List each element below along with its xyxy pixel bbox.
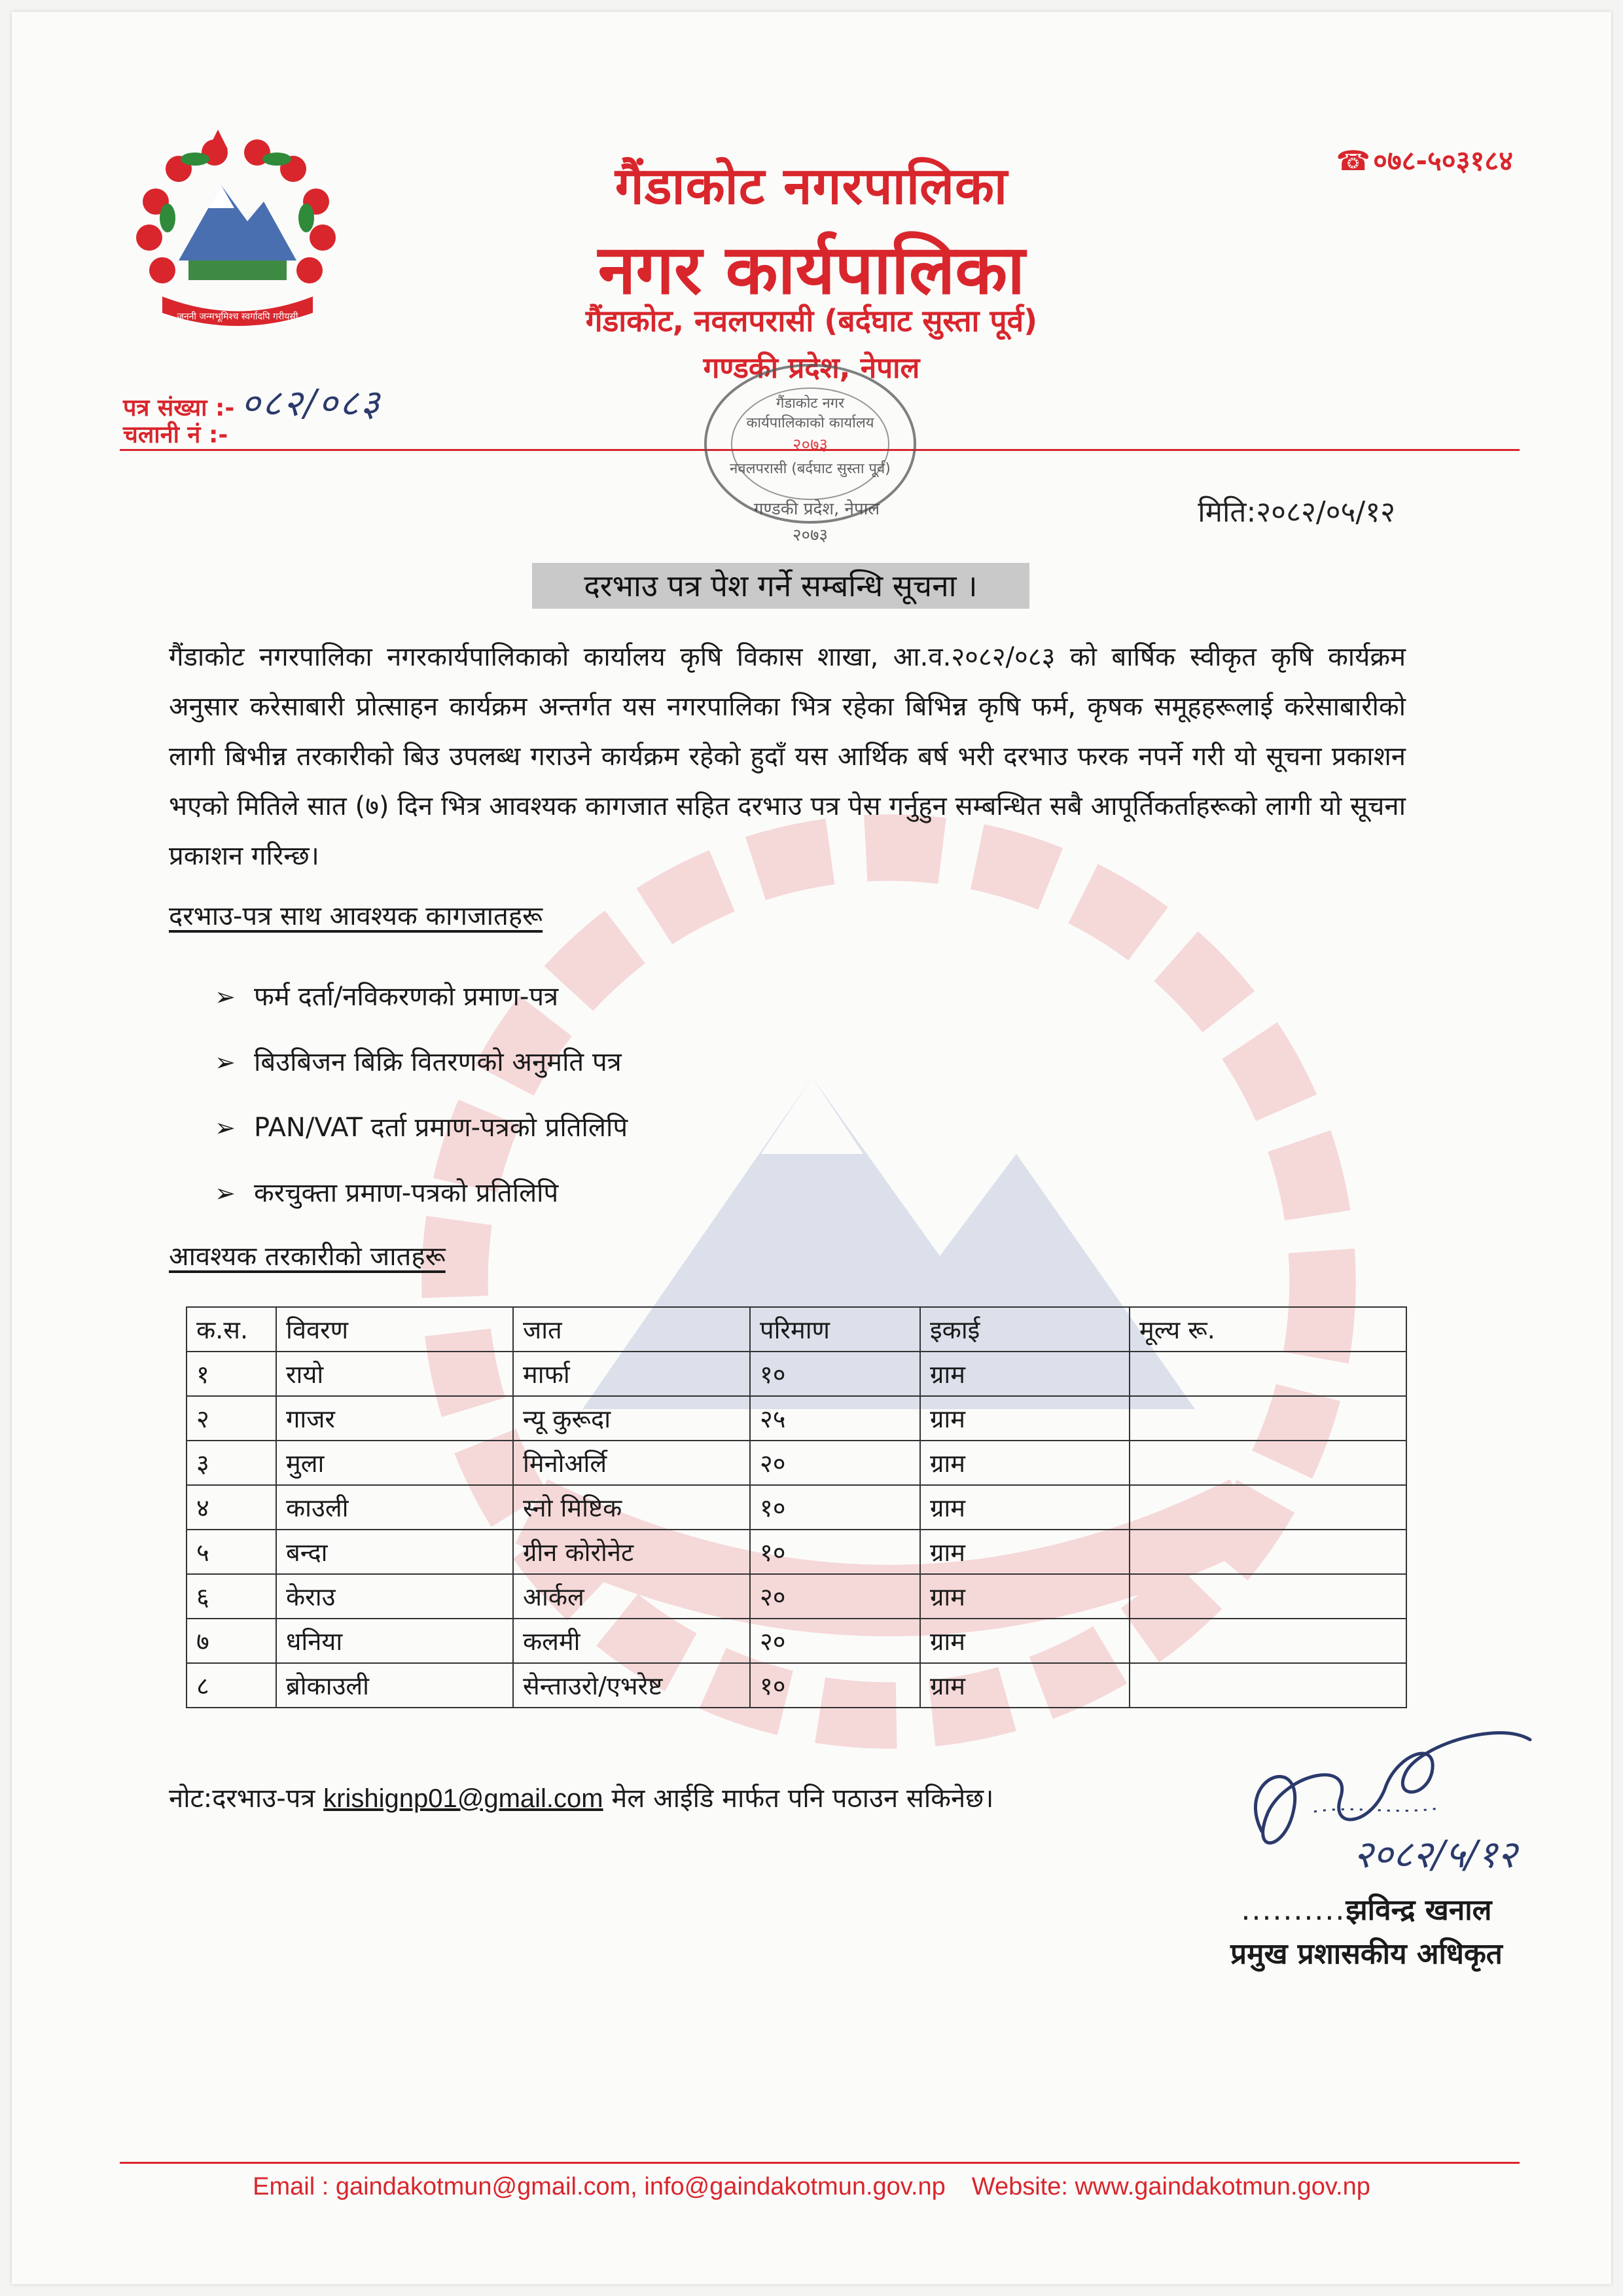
table-cell: ८ <box>187 1663 276 1708</box>
table-cell: ४ <box>187 1485 276 1530</box>
office-stamp <box>666 346 954 548</box>
column-header: क.स. <box>187 1307 276 1352</box>
address-line-1: गैंडाकोट, नवलपरासी (बर्दघाट सुस्ता पूर्व) <box>585 303 1038 338</box>
footer-email[interactable]: Email : gaindakotmun@gmail.com, info@gaindakotmun.gov.np <box>253 2173 946 2200</box>
table-cell: ग्राम <box>920 1396 1130 1441</box>
logo-motto: जननी जन्मभूमिश्च स्वर्गादपि गरीयसी <box>177 312 298 322</box>
stamp-line: गण्डकी प्रदेश, नेपाल <box>753 499 880 519</box>
table-cell: ग्राम <box>920 1441 1130 1485</box>
notice-body: गैंडाकोट नगरपालिका नगरकार्यपालिकाको कार्यालय कृषि विकास शाखा, आ.व.२०८२/०८३ को बार्षिक स्वीकृत कृषि कार्यक्रम अनुसार करेसाबारी प्रोत्साहन कार्यक्रम अन्तर्गत यस नगरपालिका भित्र रहेका बिभिन्न कृषि फर्म, कृषक समूहहरूलाई करेसाबारीको लागी बिभीन्न तरकारीको बिउ उपलब्ध गराउने कार्यक्रम रहेको हुदाँ यस आर्थिक बर्ष भरी दरभाउ फरक नपर्ने गरी यो सूचना प्रकाशन भएको मितिले सात (७) दिन भित्र आवश्यक कागजात सहित दरभाउ पत्र पेस गर्नुहुन सम्बन्धित सबै आपूर्तिकर्ताहरूको लागी यो सूचना प्रकाशन गरिन्छ। <box>169 642 1406 871</box>
signatory-title: प्रमुख प्रशासकीय अधिकृत <box>1230 1937 1503 1971</box>
municipality-name: गैंडाकोट नगरपालिका <box>615 157 1008 216</box>
table-cell: २० <box>750 1619 920 1663</box>
table-cell: स्नो मिष्टिक <box>513 1485 750 1530</box>
table-cell: ग्राम <box>920 1352 1130 1396</box>
stamp-line: २०७३ <box>792 435 829 455</box>
table-cell: २० <box>750 1441 920 1485</box>
table-cell: १० <box>750 1663 920 1708</box>
footer-website[interactable]: Website: www.gaindakotmun.gov.np <box>971 2173 1370 2200</box>
table-cell: सेन्ताउरो/एभरेष्ट <box>513 1663 750 1708</box>
table-cell: २ <box>187 1396 276 1441</box>
letter-date: मिति:२०८२/०५/१२ <box>1198 495 1395 529</box>
address-line-2: गण्डकी प्रदेश, नेपाल <box>703 351 920 385</box>
signatory-name: ..........झविन्द्र खनाल <box>1241 1893 1492 1927</box>
table-cell: आर्कल <box>513 1574 750 1619</box>
list-item: ➢ बिउबिजन बिक्रि वितरणको अनुमति पत्र <box>215 1030 628 1095</box>
notice-subject: दरभाउ पत्र पेश गर्ने सम्बन्धि सूचना । <box>532 563 1029 609</box>
email-note: नोट:दरभाउ-पत्र krishignp01@gmail.com मेल आईडि मार्फत पनि पठाउन सकिनेछ। <box>169 1784 994 1814</box>
stamp-line: कार्यपालिकाको कार्यालय <box>746 415 874 431</box>
arrow-bullet-icon: ➢ <box>215 1048 236 1077</box>
table-cell: ग्राम <box>920 1574 1130 1619</box>
handwritten-signature <box>1222 1700 1576 1890</box>
table-cell: धनिया <box>276 1619 513 1663</box>
telephone-icon: ☎ <box>1336 145 1370 177</box>
table-row <box>187 1352 1406 1396</box>
table-cell <box>1130 1396 1406 1441</box>
table-cell: बन्दा <box>276 1530 513 1574</box>
table-cell: १० <box>750 1530 920 1574</box>
footer-contact <box>12 2173 1611 2201</box>
table-cell: ७ <box>187 1619 276 1663</box>
table-cell: २० <box>750 1574 920 1619</box>
vegetables-heading: आवश्यक तरकारीको जातहरू <box>169 1242 446 1272</box>
stamp-line: २०७३ <box>792 526 829 545</box>
table-cell: ग्राम <box>920 1619 1130 1663</box>
list-item: ➢ PAN/VAT दर्ता प्रमाण-पत्रको प्रतिलिपि <box>215 1095 628 1160</box>
table-row <box>187 1619 1406 1663</box>
letter-number: पत्र संख्या :- ०८२/०८३ <box>123 382 382 425</box>
phone-number: ☎०७८-५०३१८४ <box>1336 145 1513 177</box>
arrow-bullet-icon: ➢ <box>215 1179 236 1208</box>
stamp-line: गैंडाकोट नगर <box>776 395 845 412</box>
table-cell <box>1130 1441 1406 1485</box>
table-cell: १० <box>750 1485 920 1530</box>
column-header: परिमाण <box>750 1307 920 1352</box>
table-cell: ३ <box>187 1441 276 1485</box>
table-cell: गाजर <box>276 1396 513 1441</box>
table-cell: २५ <box>750 1396 920 1441</box>
table-cell: मुला <box>276 1441 513 1485</box>
table-cell <box>1130 1485 1406 1530</box>
list-item: ➢ फर्म दर्ता/नविकरणको प्रमाण-पत्र <box>215 964 628 1030</box>
table-cell: केराउ <box>276 1574 513 1619</box>
table-row <box>187 1396 1406 1441</box>
table-cell: ग्रीन कोरोनेट <box>513 1530 750 1574</box>
dispatch-number: चलानी नं :- <box>123 422 228 448</box>
table-cell: १ <box>187 1352 276 1396</box>
arrow-bullet-icon: ➢ <box>215 1113 236 1142</box>
signature-dotted-line: .......... <box>1241 1893 1346 1927</box>
table-row <box>187 1485 1406 1530</box>
signature-date: २०८२/५/१२ <box>1353 1832 1518 1876</box>
office-name: नगर कार्यपालिका <box>597 230 1026 310</box>
table-cell: मिनोअर्लि <box>513 1441 750 1485</box>
documents-list <box>215 964 628 1226</box>
column-header: विवरण <box>276 1307 513 1352</box>
table-cell: ५ <box>187 1530 276 1574</box>
stamp-line: नवलपरासी (बर्दघाट सुस्ता पूर्व) <box>730 461 891 477</box>
table-cell <box>1130 1574 1406 1619</box>
table-cell: ग्राम <box>920 1485 1130 1530</box>
table-header-row <box>187 1307 1406 1352</box>
table-row <box>187 1530 1406 1574</box>
list-item: ➢ करचुक्ता प्रमाण-पत्रको प्रतिलिपि <box>215 1160 628 1226</box>
footer-divider <box>120 2162 1520 2164</box>
documents-heading: दरभाउ-पत्र साथ आवश्यक कागजातहरू <box>169 901 543 931</box>
letter-page <box>12 12 1611 2284</box>
column-header: मूल्य रू. <box>1130 1307 1406 1352</box>
table-cell: कलमी <box>513 1619 750 1663</box>
email-link[interactable]: krishignp01@gmail.com <box>323 1784 603 1813</box>
table-cell: ग्राम <box>920 1530 1130 1574</box>
table-cell: ग्राम <box>920 1663 1130 1708</box>
table-cell: ६ <box>187 1574 276 1619</box>
letter-number-handwritten: ०८२/०८३ <box>241 382 382 425</box>
table-cell: काउली <box>276 1485 513 1530</box>
table-cell <box>1130 1530 1406 1574</box>
table-cell <box>1130 1619 1406 1663</box>
table-cell: न्यू कुरूदा <box>513 1396 750 1441</box>
table-cell: मार्फा <box>513 1352 750 1396</box>
column-header: इकाई <box>920 1307 1130 1352</box>
vegetables-table <box>186 1306 1407 1708</box>
table-cell: १० <box>750 1352 920 1396</box>
table-cell <box>1130 1352 1406 1396</box>
table-row <box>187 1574 1406 1619</box>
table-row <box>187 1441 1406 1485</box>
table-cell: ब्रोकाउली <box>276 1663 513 1708</box>
table-cell: रायो <box>276 1352 513 1396</box>
column-header: जात <box>513 1307 750 1352</box>
arrow-bullet-icon: ➢ <box>215 982 236 1011</box>
